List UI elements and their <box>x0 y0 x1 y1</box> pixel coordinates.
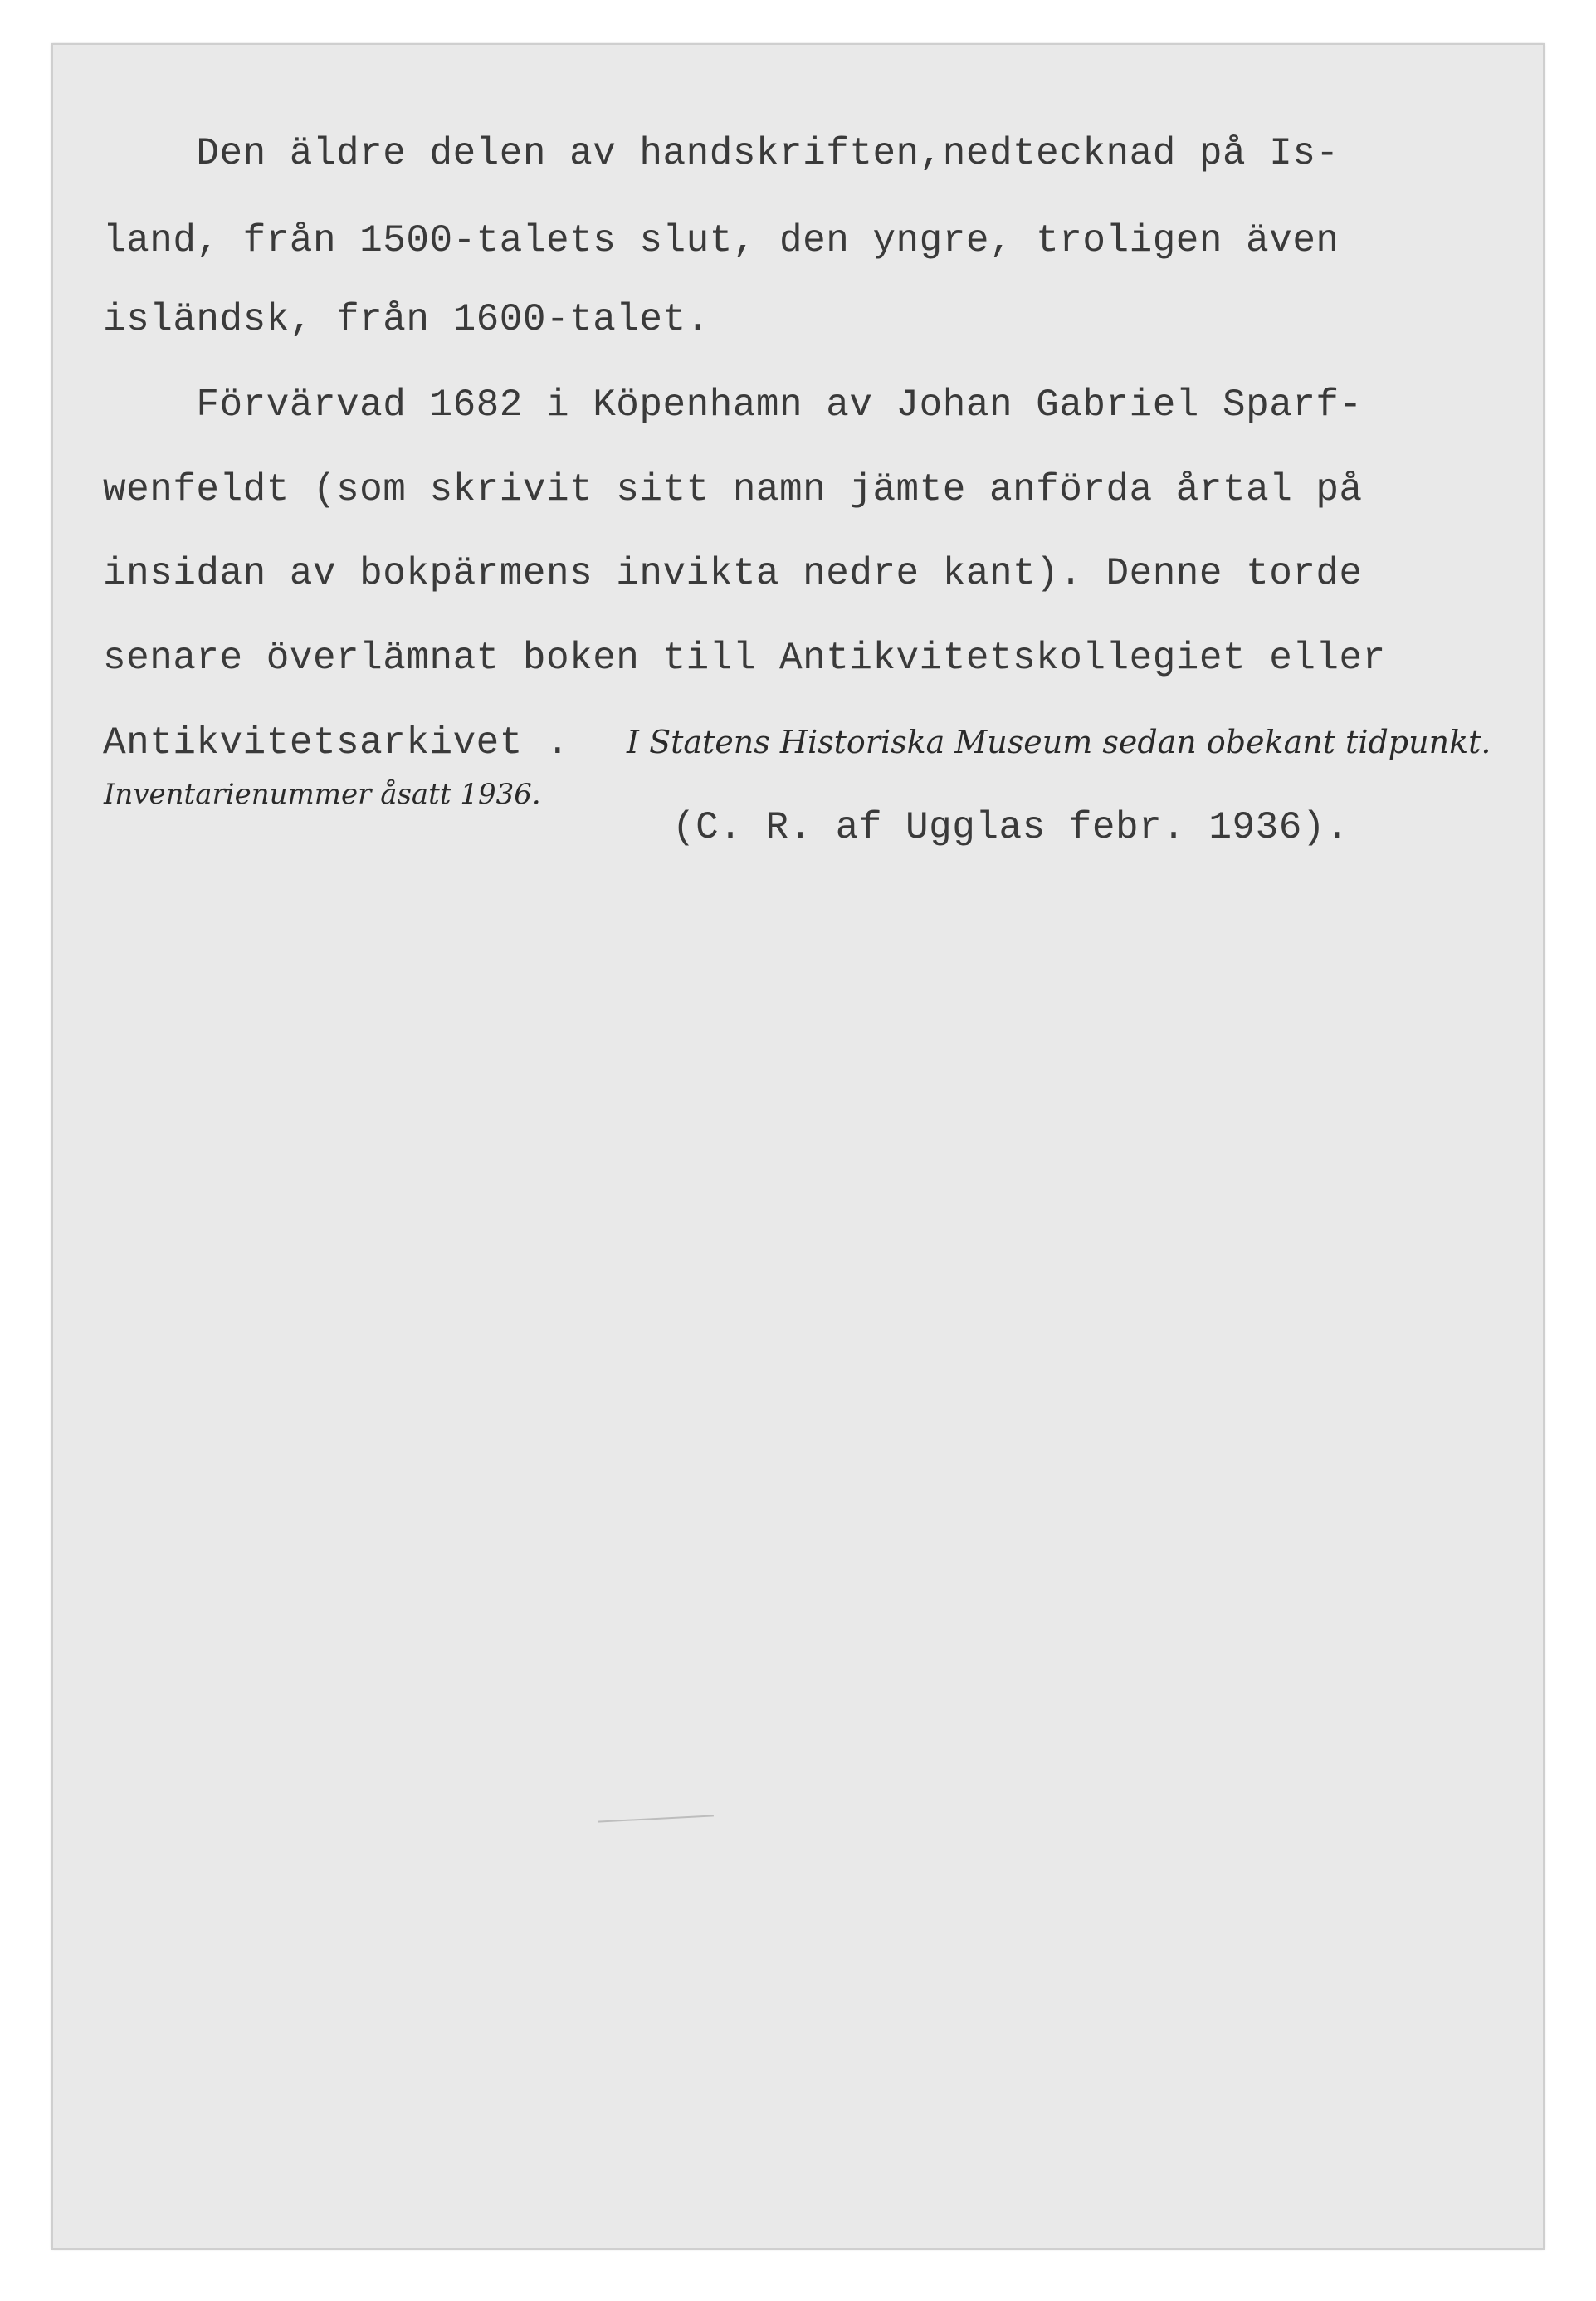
handwritten-note-line-1: I Statens Historiska Museum sedan obekant tidpunkt. <box>627 724 1491 760</box>
typed-line-1: Den äldre delen av handskriften,nedtecknad på Is- <box>103 132 1340 175</box>
typed-line-4: Förvärvad 1682 i Köpenhamn av Johan Gabriel Sparf- <box>103 384 1363 427</box>
typed-line-5: wenfeldt (som skrivit sitt namn jämte anförda årtal på <box>103 468 1363 511</box>
signature-line: (C. R. af Ugglas febr. 1936). <box>672 806 1350 849</box>
typed-line-7: senare överlämnat boken till Antikvitetskollegiet eller <box>103 637 1386 680</box>
typed-line-3: isländsk, från 1600-talet. <box>103 298 710 341</box>
typed-line-6: insidan av bokpärmens invikta nedre kant). Denne torde <box>103 552 1363 595</box>
typed-line-2: land, från 1500-talets slut, den yngre, troligen även <box>103 219 1340 262</box>
handwritten-note-line-2: Inventarienummer åsatt 1936. <box>104 778 541 811</box>
typed-line-8: Antikvitetsarkivet . <box>103 721 570 765</box>
document-card <box>51 43 1545 2250</box>
